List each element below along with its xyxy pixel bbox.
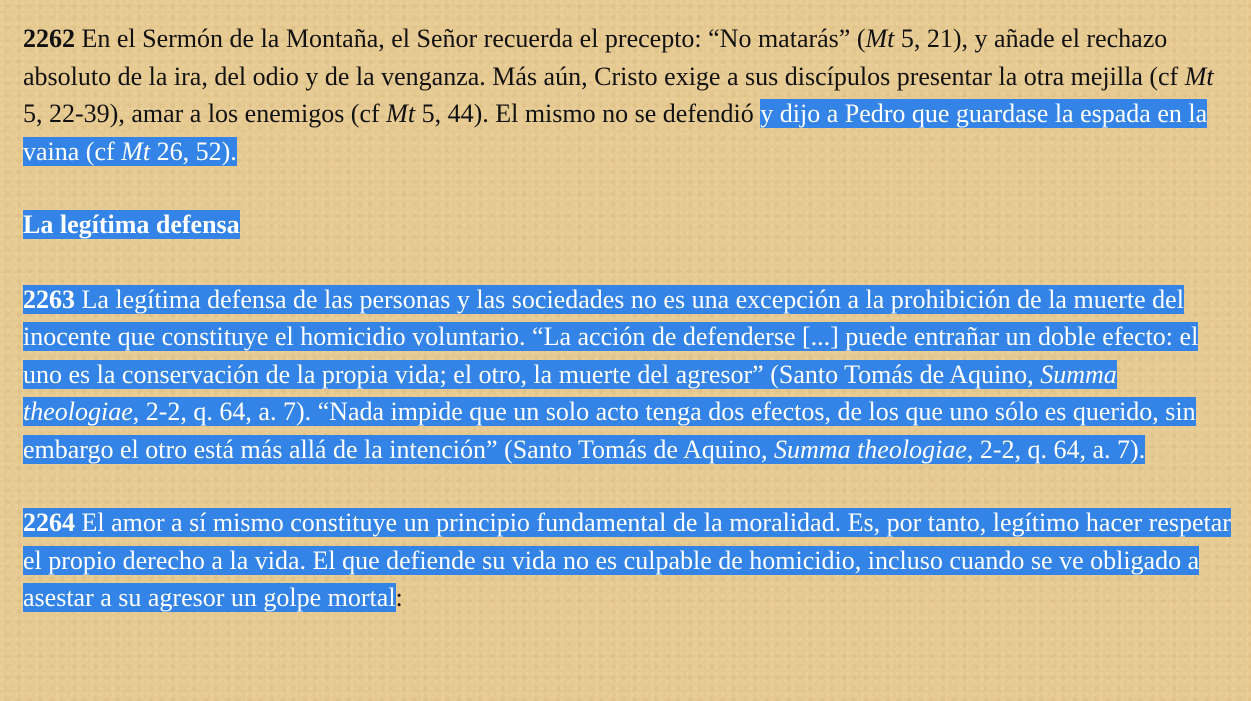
paragraph-number: 2264 bbox=[23, 508, 75, 537]
paragraph-number: 2262 bbox=[23, 24, 75, 53]
section-heading: La legítima defensa bbox=[23, 210, 240, 239]
paragraph-2262: 2262 En el Sermón de la Montaña, el Señor recuerda el precepto: “No matarás” (Mt 5, 21), y añade el rechazo absoluto de la ira, del odio y de la venganza. Más aún, Cristo exige a sus discípulos presentar la otra mejilla (cf Mt 5, 22-39), amar a los enemigos (cf Mt 5, 44). El mismo no se defendió y dijo a Pedro que guardase la espada en la vaina (cf Mt 26, 52). bbox=[23, 24, 1214, 166]
paragraph-2264: 2264 El amor a sí mismo constituye un principio fundamental de la moralidad. Es, por tanto, legítimo hacer respetar el propio derecho a la vida. El que defiende su vida no es culpable de homicidio, incluso cuando se ve obligado a asestar a su agresor un golpe mortal: bbox=[23, 508, 1231, 612]
document-body bbox=[23, 20, 1233, 653]
paragraph-number: 2263 bbox=[23, 284, 75, 314]
selected-text: 2264 El amor a sí mismo constituye un principio fundamental de la moralidad. Es, por tanto, legítimo hacer respetar el propio derecho a la vida. El que defiende su vida no es culpable de homicidio, incluso cuando se ve obligado a asestar a su agresor un golpe mortal bbox=[23, 508, 1231, 612]
selected-text: y dijo a Pedro que guardase la espada en la vaina (cf Mt 26, 52). bbox=[23, 99, 1208, 166]
selected-text: 2263 La legítima defensa de las personas y las sociedades no es una excepción a la prohibición de la muerte del inocente que constituye el homicidio voluntario. “La acción de defenderse [...] puede entrañar un doble efecto: el uno es la conservación de la propia vida; el otro, la muerte del agresor” (Santo Tomás de Aquino, Summa theologiae, 2-2, q. 64, a. 7). “Nada impide que un solo acto tenga dos efectos, de los que uno sólo es querido, sin embargo el otro está más allá de la intención” (Santo Tomás de Aquino, Summa theologiae, 2-2, q. 64, a. 7). bbox=[23, 284, 1199, 464]
paragraph-2263 bbox=[23, 281, 1233, 469]
